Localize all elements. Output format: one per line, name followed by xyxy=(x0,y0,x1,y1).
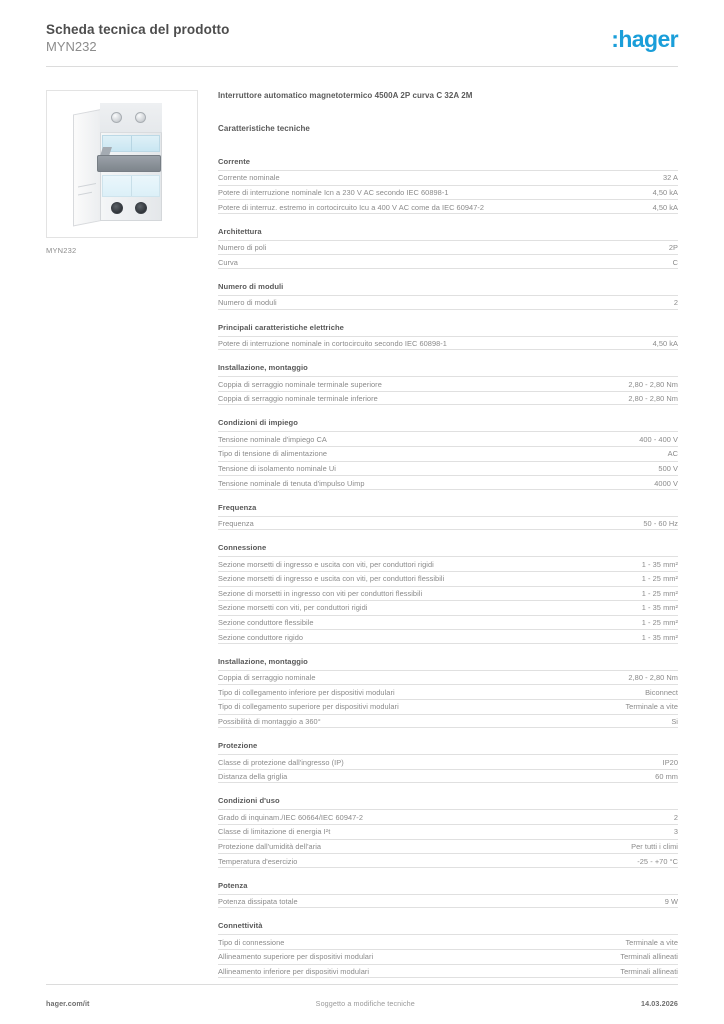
spec-row-value: 60 mm xyxy=(655,772,678,782)
spec-row xyxy=(218,809,678,824)
spec-row-label: Classe di protezione dall'ingresso (IP) xyxy=(218,757,344,767)
breaker-terminal-screw-2 xyxy=(135,112,146,123)
spec-group-title: Connessione xyxy=(218,543,267,553)
spec-row-value: C xyxy=(672,257,678,267)
spec-row-value: 1 - 35 mm² xyxy=(641,632,678,642)
spec-row-label: Potere di interruz. estremo in cortocircuito Icu a 400 V AC come da IEC 60947-2 xyxy=(218,202,485,212)
breaker-top-face xyxy=(100,103,162,133)
spec-row-value: 4,50 kA xyxy=(652,338,678,348)
spec-groups xyxy=(218,156,678,978)
page-header xyxy=(46,20,678,66)
spec-row-label: Temperatura d'esercizio xyxy=(218,856,298,866)
spec-row xyxy=(218,461,678,476)
spec-row-label: Sezione morsetti di ingresso e uscita con viti, per conduttori flessibili xyxy=(218,574,445,584)
spec-row xyxy=(218,853,678,868)
page-subtitle: MYN232 xyxy=(46,39,97,54)
spec-row xyxy=(218,769,678,784)
specification-column xyxy=(218,90,678,990)
product-image-caption: MYN232 xyxy=(46,246,77,255)
breaker-side-mark-2 xyxy=(78,192,92,196)
spec-group xyxy=(218,362,678,405)
spec-row xyxy=(218,600,678,615)
spec-row xyxy=(218,684,678,699)
spec-row-label: Coppia di serraggio nominale terminale inferiore xyxy=(218,394,378,404)
header-divider xyxy=(46,66,678,67)
spec-row xyxy=(218,240,678,255)
spec-row-value: 500 V xyxy=(658,463,678,473)
breaker-bottom-terminal-1 xyxy=(111,202,123,214)
spec-row xyxy=(218,964,678,979)
spec-row-label: Potere di interruzione nominale in cortocircuito secondo IEC 60898-1 xyxy=(218,338,447,348)
spec-row-value: -25 - +70 °C xyxy=(637,856,678,866)
spec-row xyxy=(218,431,678,446)
breaker-terminal-screw-1 xyxy=(111,112,122,123)
spec-row-label: Protezione dall'umidità dell'aria xyxy=(218,842,322,852)
spec-row-value: Biconnect xyxy=(645,687,678,697)
spec-row-value: 32 A xyxy=(663,173,678,183)
spec-row xyxy=(218,670,678,685)
spec-row-label: Sezione conduttore flessibile xyxy=(218,618,314,628)
section-title-technical-characteristics: Caratteristiche tecniche xyxy=(218,124,310,133)
spec-group-title: Principali caratteristiche elettriche xyxy=(218,322,344,332)
spec-row-value: 2,80 - 2,80 Nm xyxy=(628,673,678,683)
spec-row-value: Terminale a vite xyxy=(625,702,678,712)
spec-row-value: Per tutti i climi xyxy=(631,842,678,852)
spec-row-label: Allineamento inferiore per dispositivi modulari xyxy=(218,966,370,976)
spec-row xyxy=(218,376,678,391)
spec-row-label: Numero di poli xyxy=(218,243,267,253)
spec-group-title: Installazione, montaggio xyxy=(218,656,308,666)
spec-group-title: Corrente xyxy=(218,157,251,166)
spec-row xyxy=(218,699,678,714)
product-image-frame xyxy=(46,90,198,238)
spec-row-label: Tensione di isolamento nominale Ui xyxy=(218,463,336,473)
spec-row xyxy=(218,170,678,185)
spec-row xyxy=(218,615,678,630)
spec-row-label: Potere di interruzione nominale Icn a 230 V AC secondo IEC 60898-1 xyxy=(218,187,449,197)
spec-row-value: 2,80 - 2,80 Nm xyxy=(628,379,678,389)
spec-group-title: Architettura xyxy=(218,226,262,236)
spec-row-value: 1 - 35 mm² xyxy=(641,559,678,569)
spec-row-label: Classe di limitazione di energia I²t xyxy=(218,827,331,837)
spec-row xyxy=(218,894,678,909)
spec-row xyxy=(218,934,678,949)
spec-row-label: Numero di moduli xyxy=(218,298,277,308)
spec-group-title: Condizioni di impiego xyxy=(218,418,298,428)
spec-row-label: Grado di inquinam./IEC 60664/IEC 60947-2 xyxy=(218,812,363,822)
spec-group xyxy=(218,417,678,489)
spec-row-value: 9 W xyxy=(664,897,678,907)
spec-row xyxy=(218,824,678,839)
spec-group xyxy=(218,502,678,531)
spec-row-value: 4000 V xyxy=(654,478,678,488)
page-footer xyxy=(46,996,678,1010)
spec-row xyxy=(218,516,678,531)
spec-row-label: Distanza della griglia xyxy=(218,772,288,782)
spec-row xyxy=(218,185,678,200)
spec-row xyxy=(218,571,678,586)
spec-row xyxy=(218,295,678,310)
spec-row xyxy=(218,586,678,601)
spec-row-label: Tipo di tensione di alimentazione xyxy=(218,449,328,459)
spec-group xyxy=(218,281,678,310)
spec-row-value: 2P xyxy=(668,243,678,253)
product-image-column xyxy=(46,90,198,255)
spec-row xyxy=(218,714,678,729)
spec-group xyxy=(218,322,678,351)
spec-row-label: Tensione nominale di tenuta d'impulso Uimp xyxy=(218,478,365,488)
spec-row-value: 4,50 kA xyxy=(652,202,678,212)
spec-row-label: Frequenza xyxy=(218,519,254,529)
logo-wordmark: hager xyxy=(618,26,678,52)
spec-row xyxy=(218,391,678,406)
spec-row-value: 2,80 - 2,80 Nm xyxy=(628,394,678,404)
spec-row xyxy=(218,475,678,490)
spec-group-title: Installazione, montaggio xyxy=(218,363,308,373)
spec-row-label: Corrente nominale xyxy=(218,173,280,183)
spec-row xyxy=(218,754,678,769)
spec-row xyxy=(218,629,678,644)
footer-date: 14.03.2026 xyxy=(641,998,678,1008)
spec-row-label: Tipo di connessione xyxy=(218,937,285,947)
spec-group xyxy=(218,740,678,783)
spec-row-value: 3 xyxy=(673,827,678,837)
spec-row-value: 1 - 35 mm² xyxy=(641,603,678,613)
spec-row-label: Potenza dissipata totale xyxy=(218,897,298,907)
spec-row-value: Terminale a vite xyxy=(625,937,678,947)
spec-row-value: AC xyxy=(667,449,678,459)
spec-group xyxy=(218,880,678,909)
header-titles xyxy=(46,20,229,55)
spec-group xyxy=(218,656,678,728)
spec-row-label: Allineamento superiore per dispositivi modulari xyxy=(218,952,374,962)
breaker-illustration xyxy=(73,103,169,227)
spec-row-label: Coppia di serraggio nominale terminale superiore xyxy=(218,379,382,389)
spec-row-label: Sezione morsetti con viti, per conduttori rigidi xyxy=(218,603,368,613)
spec-row xyxy=(218,556,678,571)
breaker-window-divider xyxy=(131,136,132,151)
breaker-toggle-lever xyxy=(97,155,161,172)
spec-group xyxy=(218,156,678,214)
breaker-lower-panel xyxy=(102,175,160,197)
spec-row-value: Terminali allineati xyxy=(620,966,678,976)
spec-row-value: 1 - 25 mm² xyxy=(641,618,678,628)
spec-row-value: 2 xyxy=(673,298,678,308)
spec-group xyxy=(218,542,678,644)
spec-row-label: Tipo di collegamento inferiore per dispositivi modulari xyxy=(218,687,395,697)
spec-row-value: 400 - 400 V xyxy=(639,434,678,444)
logo-colon-icon: : xyxy=(611,26,619,52)
spec-row xyxy=(218,839,678,854)
breaker-bottom-terminal-2 xyxy=(135,202,147,214)
spec-group xyxy=(218,920,678,978)
hager-logo xyxy=(611,20,678,52)
spec-row-label: Sezione morsetti di ingresso e uscita con viti, per conduttori rigidi xyxy=(218,559,434,569)
spec-row-label: Tipo di collegamento superiore per dispositivi modulari xyxy=(218,702,399,712)
spec-group xyxy=(218,226,678,269)
spec-row-label: Sezione conduttore rigido xyxy=(218,632,304,642)
spec-row-value: Si xyxy=(671,717,678,727)
spec-row xyxy=(218,446,678,461)
spec-row-value: 2 xyxy=(673,812,678,822)
spec-group-title: Potenza xyxy=(218,880,248,890)
spec-group xyxy=(218,795,678,867)
spec-row-value: IP20 xyxy=(662,757,678,767)
spec-group-title: Frequenza xyxy=(218,502,257,512)
spec-group-title: Connettività xyxy=(218,921,263,931)
footer-divider xyxy=(46,984,678,985)
spec-row-value: 50 - 60 Hz xyxy=(643,519,678,529)
spec-row-label: Sezione di morsetti in ingresso con viti per conduttori flessibili xyxy=(218,588,423,598)
spec-row-value: 4,50 kA xyxy=(652,187,678,197)
spec-row xyxy=(218,949,678,964)
breaker-lower-divider xyxy=(131,176,132,196)
spec-row xyxy=(218,336,678,351)
spec-group-title: Protezione xyxy=(218,741,258,751)
spec-row xyxy=(218,254,678,269)
spec-row-label: Tensione nominale d'impiego CA xyxy=(218,434,327,444)
spec-row-value: Terminali allineati xyxy=(620,952,678,962)
footer-website-link[interactable]: hager.com/it xyxy=(46,998,90,1008)
product-headline: Interruttore automatico magnetotermico 4500A 2P curva C 32A 2M xyxy=(218,91,473,100)
breaker-side-mark xyxy=(78,183,96,187)
footer-disclaimer: Soggetto a modifiche tecniche xyxy=(315,998,415,1008)
spec-group-title: Condizioni d'uso xyxy=(218,796,280,806)
spec-row-label: Curva xyxy=(218,257,238,267)
spec-group-title: Numero di moduli xyxy=(218,281,284,291)
spec-row-label: Coppia di serraggio nominale xyxy=(218,673,316,683)
spec-row-value: 1 - 25 mm² xyxy=(641,574,678,584)
spec-row-value: 1 - 25 mm² xyxy=(641,588,678,598)
spec-row-label: Possibilità di montaggio a 360° xyxy=(218,717,321,727)
page-title: Scheda tecnica del prodotto xyxy=(46,22,230,37)
spec-row xyxy=(218,199,678,214)
